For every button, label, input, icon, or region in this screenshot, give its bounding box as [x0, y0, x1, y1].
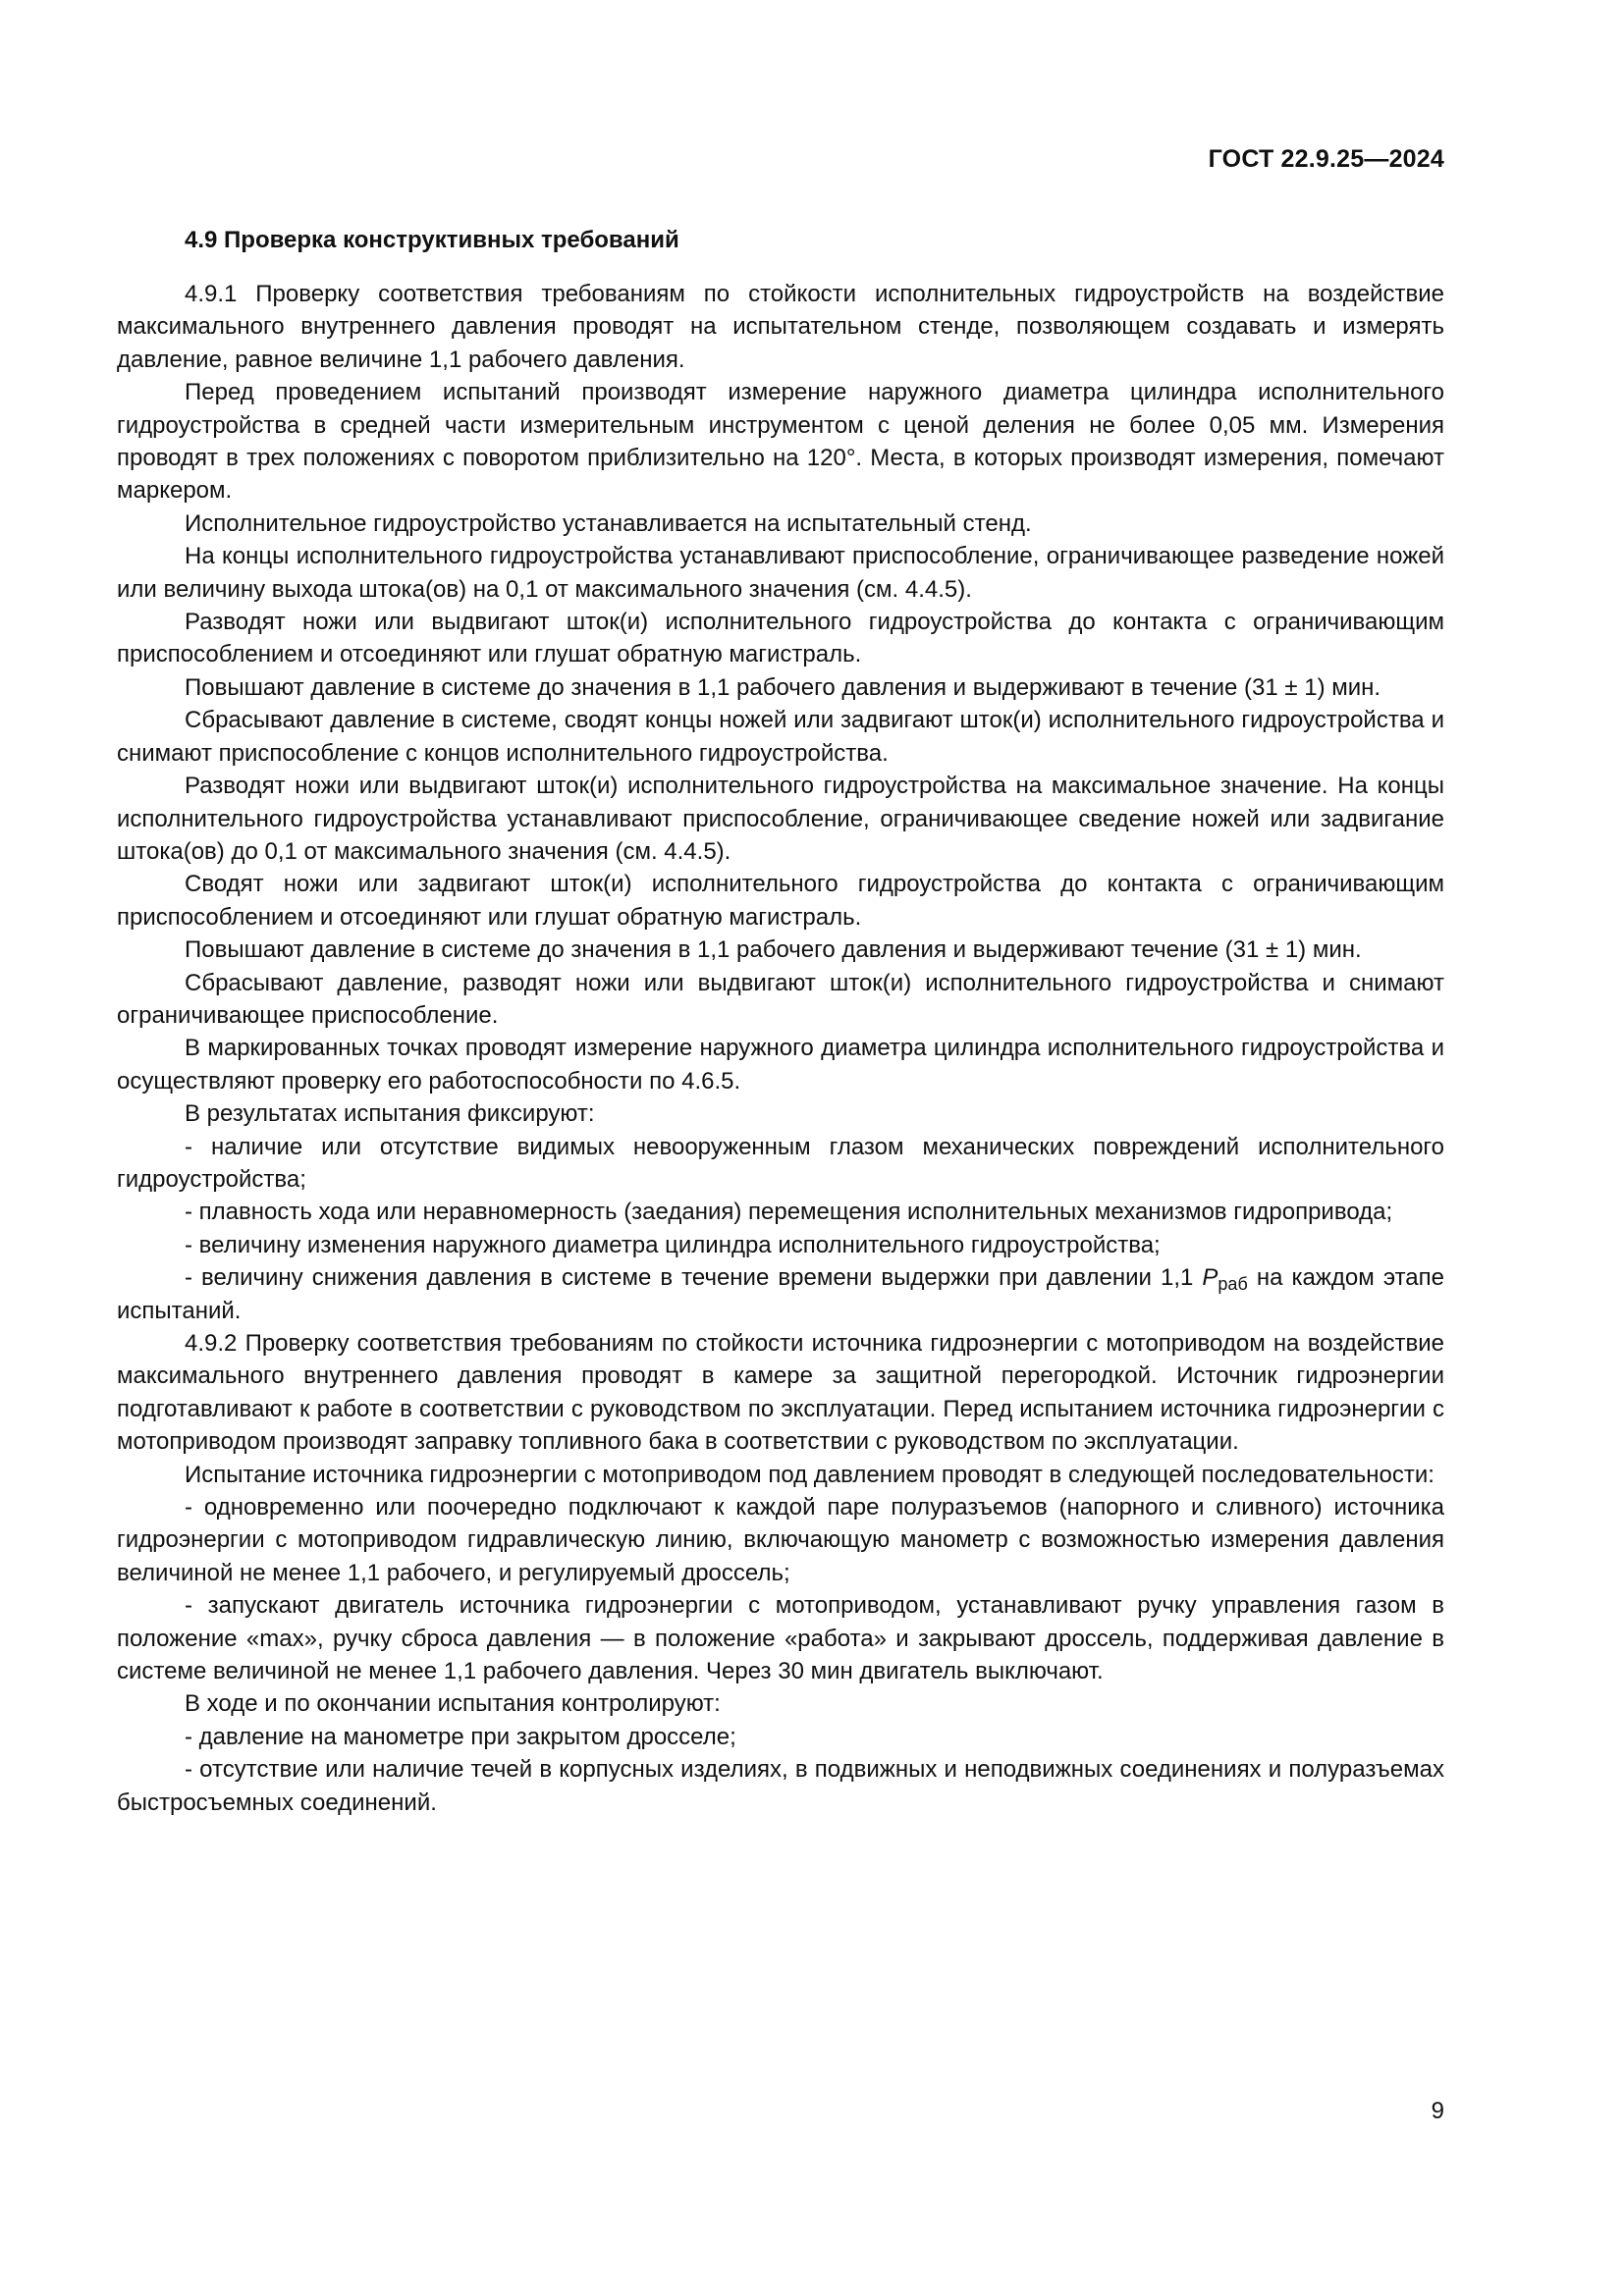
paragraph: Разводят ножи или выдвигают шток(и) исполнительного гидроустройства на максимальное значение. На концы исполнительного гидроустройства устанавливают приспособление, ограничивающее сведение ножей или задвигание штока(ов) до 0,1 от максимального значения (см. 4.4.5). [117, 773, 1444, 865]
paragraph: Исполнительное гидроустройство устанавливается на испытательный стенд. [185, 509, 1032, 537]
pressure-text-before: - величину снижения давления в системе в течение времени выдержки при давлении 1,1 [185, 1264, 1203, 1292]
pressure-symbol: P [1202, 1264, 1218, 1292]
paragraph: Перед проведением испытаний производят измерение наружного диаметра цилиндра исполнительного гидроустройства в средней части измерительным инструментом с ценой деления не более 0,05 мм. Измерения проводят в трех положениях с поворотом приблизительно на 120°. Места, в которых производят измерения, помечают маркером. [117, 379, 1444, 505]
paragraph: В ходе и по окончании испытания контролируют: [185, 1690, 721, 1718]
list-item: - отсутствие или наличие течей в корпусных изделиях, в подвижных и неподвижных соединениях и полуразъемах быстросъемных соединений. [117, 1756, 1444, 1816]
paragraph: Повышают давление в системе до значения в 1,1 рабочего давления и выдерживают течение (31 ± 1) мин. [185, 936, 1362, 964]
paragraph: Сводят ножи или задвигают шток(и) исполнительного гидроустройства до контакта с ограничивающим приспособлением и отсоединяют или глушат обратную магистраль. [117, 871, 1444, 931]
list-item-pressure [117, 1261, 1444, 1327]
list-item: - плавность хода или неравномерность (заедания) перемещения исполнительных механизмов гидропривода; [185, 1199, 1393, 1226]
list-item: - давление на манометре при закрытом дросселе; [185, 1723, 736, 1750]
paragraph: Повышают давление в системе до значения в 1,1 рабочего давления и выдерживают в течение (31 ± 1) мин. [185, 673, 1381, 701]
paragraph: 4.9.2 Проверку соответствия требованиям по стойкости источника гидроэнергии с мотоприводом на воздействие максимального внутреннего давления проводят в камере за защитной перегородкой. Источник гидроэнергии подготавливают к работе в соответствии с руководством по эксплуатации. Перед испытанием источника гидроэнергии с мотоприводом производят заправку топливного бака в соответствии с руководством по эксплуатации. [117, 1330, 1444, 1456]
paragraph: Испытание источника гидроэнергии с мотоприводом под давлением проводят в следующей последовательности: [185, 1461, 1435, 1488]
paragraph: Разводят ножи или выдвигают шток(и) исполнительного гидроустройства до контакта с ограничивающим приспособлением и отсоединяют или глушат обратную магистраль. [117, 609, 1444, 668]
results-intro: В результатах испытания фиксируют: [185, 1100, 595, 1128]
paragraph: 4.9.1 Проверку соответствия требованиям по стойкости исполнительных гидроустройств на воздействие максимального внутреннего давления проводят на испытательном стенде, позволяющем создавать и измерять давление, равное величине 1,1 рабочего давления. [117, 281, 1444, 373]
list-item: - наличие или отсутствие видимых невооруженным глазом механических повреждений исполнительного гидроустройства; [117, 1133, 1444, 1193]
section-title: 4.9 Проверка конструктивных требований [185, 227, 679, 253]
list-item: - одновременно или поочередно подключают к каждой паре полуразъемов (напорного и сливного) источника гидроэнергии с мотоприводом гидравлическую линию, включающую манометр с возможностью измерения давления величиной не менее 1,1 рабочего, и регулируемый дроссель; [117, 1494, 1444, 1586]
pressure-subscript: раб [1218, 1274, 1248, 1295]
document-code: ГОСТ 22.9.25—2024 [1208, 145, 1444, 173]
paragraph: Сбрасывают давление, разводят ножи или выдвигают шток(и) исполнительного гидроустройства и снимают ограничивающее приспособление. [117, 969, 1444, 1029]
page-number: 9 [1431, 2098, 1444, 2124]
paragraph: Сбрасывают давление в системе, сводят концы ножей или задвигают шток(и) исполнительного гидроустройства и снимают приспособление с концов исполнительного гидроустройства. [117, 707, 1444, 767]
list-item: - величину изменения наружного диаметра цилиндра исполнительного гидроустройства; [185, 1231, 1161, 1258]
page-content [117, 224, 1444, 1819]
paragraph: В маркированных точках проводят измерение наружного диаметра цилиндра исполнительного гидроустройства и осуществляют проверку его работоспособности по 4.6.5. [117, 1035, 1444, 1095]
paragraph: На концы исполнительного гидроустройства устанавливают приспособление, ограничивающее разведение ножей или величину выхода штока(ов) на 0,1 от максимального значения (см. 4.4.5). [117, 543, 1444, 603]
list-item: - запускают двигатель источника гидроэнергии с мотоприводом, устанавливают ручку управления газом в положение «max», ручку сброса давления — в положение «работа» и закрывают дроссель, поддерживая давление в системе величиной не менее 1,1 рабочего давления. Через 30 мин двигатель выключают. [117, 1592, 1444, 1685]
pressure-text-after: на каждом этапе испытаний. [117, 1264, 1444, 1324]
